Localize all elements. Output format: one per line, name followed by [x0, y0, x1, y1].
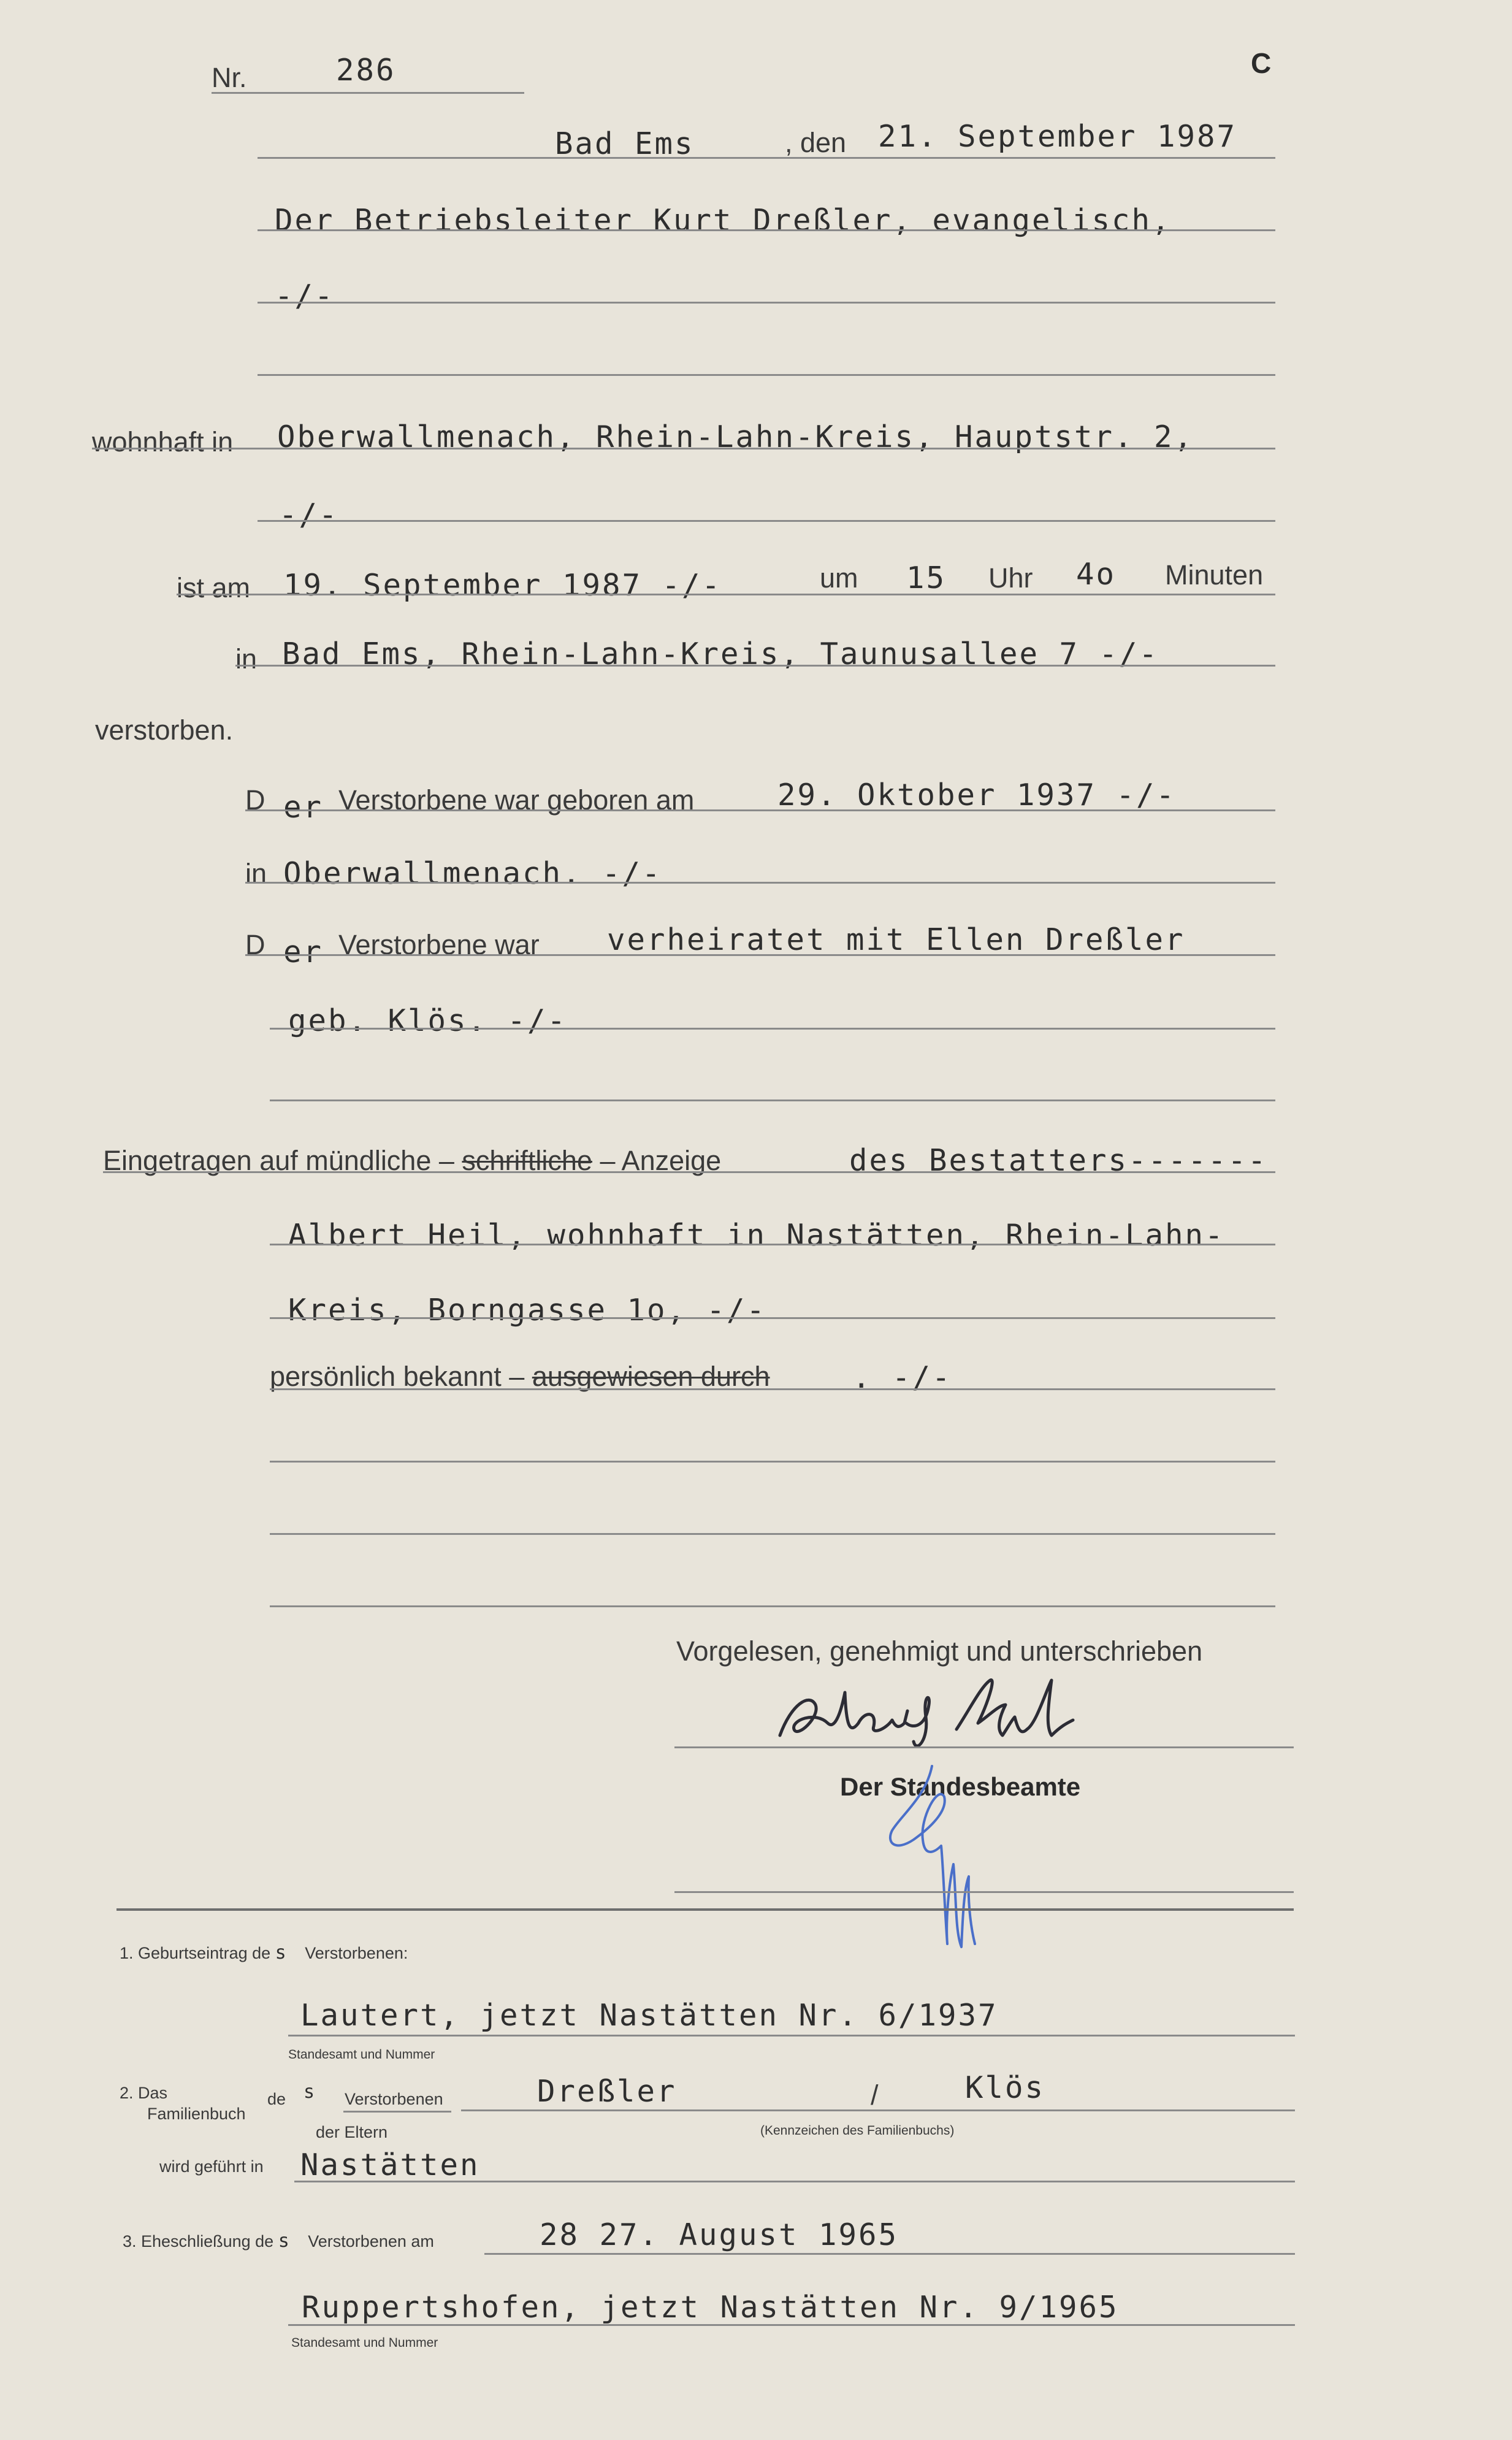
item2-label-b: Familienbuch: [147, 2105, 246, 2123]
marital-er-typed: er: [283, 935, 324, 969]
death-place-label: in: [235, 643, 258, 675]
item2-de: de: [267, 2090, 286, 2108]
rule: [245, 954, 1275, 956]
item3-caption: Standesamt und Nummer: [291, 2336, 438, 2350]
birth-place-label: in: [245, 858, 267, 889]
rule: [270, 1605, 1275, 1607]
rule: [92, 448, 1275, 449]
rule: [258, 229, 1275, 231]
rule: [288, 2324, 1295, 2326]
date-value: 21. September 1987: [878, 119, 1237, 154]
birth-place-value: Oberwallmenach. -/-: [283, 856, 662, 891]
rule: [270, 1028, 1275, 1030]
item2-name1: Dreßler: [537, 2074, 677, 2109]
rule: [294, 2181, 1295, 2182]
footer-divider: [116, 1908, 1294, 1911]
item1-caption: Standesamt und Nummer: [288, 2048, 435, 2062]
rule: [461, 2109, 1295, 2111]
marital-d-label: D: [245, 929, 265, 960]
item1-label-text: 1. Geburtseintrag de: [120, 1944, 271, 1962]
registration-typed-2: Albert Heil, wohnhaft in Nastätten, Rhein-Lahn-: [288, 1218, 1225, 1253]
item3-value: 28 27. August 1965: [540, 2217, 899, 2252]
rule: [103, 1171, 1275, 1173]
rule: [258, 520, 1275, 522]
nr-label: Nr.: [212, 62, 247, 93]
rule: [177, 594, 1275, 595]
registration-typed-3: Kreis, Borngasse 1o, -/-: [288, 1293, 767, 1328]
death-hour: 15: [906, 560, 947, 595]
rule: [270, 1388, 1275, 1390]
verstorben-label: verstorben.: [95, 714, 234, 746]
known-typed: . -/-: [852, 1360, 952, 1395]
rule: [484, 2253, 1295, 2255]
rule: [245, 882, 1275, 884]
rule: [343, 2111, 451, 2113]
rule: [258, 302, 1275, 304]
death-date-label: ist am: [177, 572, 251, 603]
minuten-label: Minuten: [1165, 559, 1264, 591]
item2-eltern: der Eltern: [316, 2123, 388, 2141]
read-approved-label: Vorgelesen, genehmigt und unterschrieben: [676, 1635, 1203, 1667]
item2-slash: /: [871, 2079, 879, 2111]
residence-value: Oberwallmenach, Rhein-Lahn-Kreis, Hauptstr. 2,: [277, 419, 1194, 454]
uhr-label: Uhr: [988, 562, 1033, 594]
marital-status-value: verheiratet mit Ellen Dreßler: [607, 922, 1185, 957]
item1-s: s: [275, 1942, 288, 1964]
birth-date-value: 29. Oktober 1937 -/-: [777, 778, 1177, 813]
item1-suffix: Verstorbenen:: [305, 1944, 408, 1962]
death-minutes: 4o: [1076, 557, 1117, 592]
item2-kept-value: Nastätten: [300, 2147, 480, 2182]
item3-s: s: [278, 2230, 291, 2252]
official-signature: [877, 1760, 999, 1956]
residence-label: wohnhaft in: [92, 426, 234, 457]
official-label: Der Standesbeamte: [840, 1772, 1081, 1801]
item3-label: [123, 2232, 434, 2251]
item2-name2: Klös: [965, 2070, 1045, 2105]
deceased-line2: -/-: [275, 278, 335, 313]
rule: [674, 1746, 1294, 1748]
rule: [245, 809, 1275, 811]
death-place-value: Bad Ems, Rhein-Lahn-Kreis, Taunusallee 7 -/-: [282, 637, 1159, 671]
item2-s: s: [304, 2081, 317, 2103]
item2-label-a: 2. Das: [120, 2084, 168, 2102]
nr-line: [212, 92, 524, 94]
birth-label: Verstorbene war geboren am: [338, 784, 695, 816]
known-label: [270, 1363, 770, 1390]
date-prefix: , den: [785, 127, 847, 158]
marital-value-2: geb. Klös. -/-: [288, 1003, 568, 1038]
birth-er-typed: er: [283, 790, 324, 825]
item2-caption: (Kennzeichen des Familienbuchs): [760, 2124, 955, 2138]
deceased-line1: Der Betriebsleiter Kurt Dreßler, evangelisch,: [275, 203, 1172, 238]
rule: [270, 1533, 1275, 1535]
item3-label-text: 3. Eheschließung de: [123, 2232, 274, 2251]
item1-label: [120, 1944, 408, 1962]
item3-place: Ruppertshofen, jetzt Nastätten Nr. 9/1965: [302, 2290, 1119, 2325]
rule: [235, 665, 1275, 667]
rule: [288, 2035, 1295, 2037]
rule: [258, 374, 1275, 376]
item1-value: Lautert, jetzt Nastätten Nr. 6/1937: [300, 1998, 998, 2033]
registration-label-part2: – Anzeige: [600, 1145, 722, 1176]
registration-label-part1: Eingetragen auf mündliche –: [103, 1145, 454, 1176]
rule: [674, 1891, 1294, 1893]
rule: [270, 1461, 1275, 1463]
item3-suffix: Verstorbenen am: [308, 2232, 434, 2251]
item2-kept-label: wird geführt in: [159, 2157, 264, 2176]
known-label-text: persönlich bekannt –: [270, 1361, 525, 1392]
date-line: [258, 157, 1275, 159]
death-date-value: 19. September 1987 -/-: [283, 568, 722, 603]
place-value: Bad Ems: [555, 126, 695, 161]
corner-letter: C: [1251, 47, 1272, 79]
residence-value-2: -/-: [279, 497, 339, 532]
rule: [270, 1100, 1275, 1101]
known-label-struck: ausgewiesen durch: [532, 1361, 770, 1392]
registration-typed-1: des Bestatters-------: [849, 1143, 1268, 1178]
item2-verst: Verstorbenen: [345, 2090, 443, 2108]
nr-value: 286: [336, 53, 396, 88]
rule: [270, 1244, 1275, 1245]
birth-d-label: D: [245, 784, 265, 816]
registration-label-struck: schriftliche: [462, 1145, 592, 1176]
registration-label: [103, 1147, 721, 1174]
rule: [270, 1317, 1275, 1319]
um-label: um: [820, 562, 858, 594]
marital-label: Verstorbene war: [338, 929, 540, 960]
